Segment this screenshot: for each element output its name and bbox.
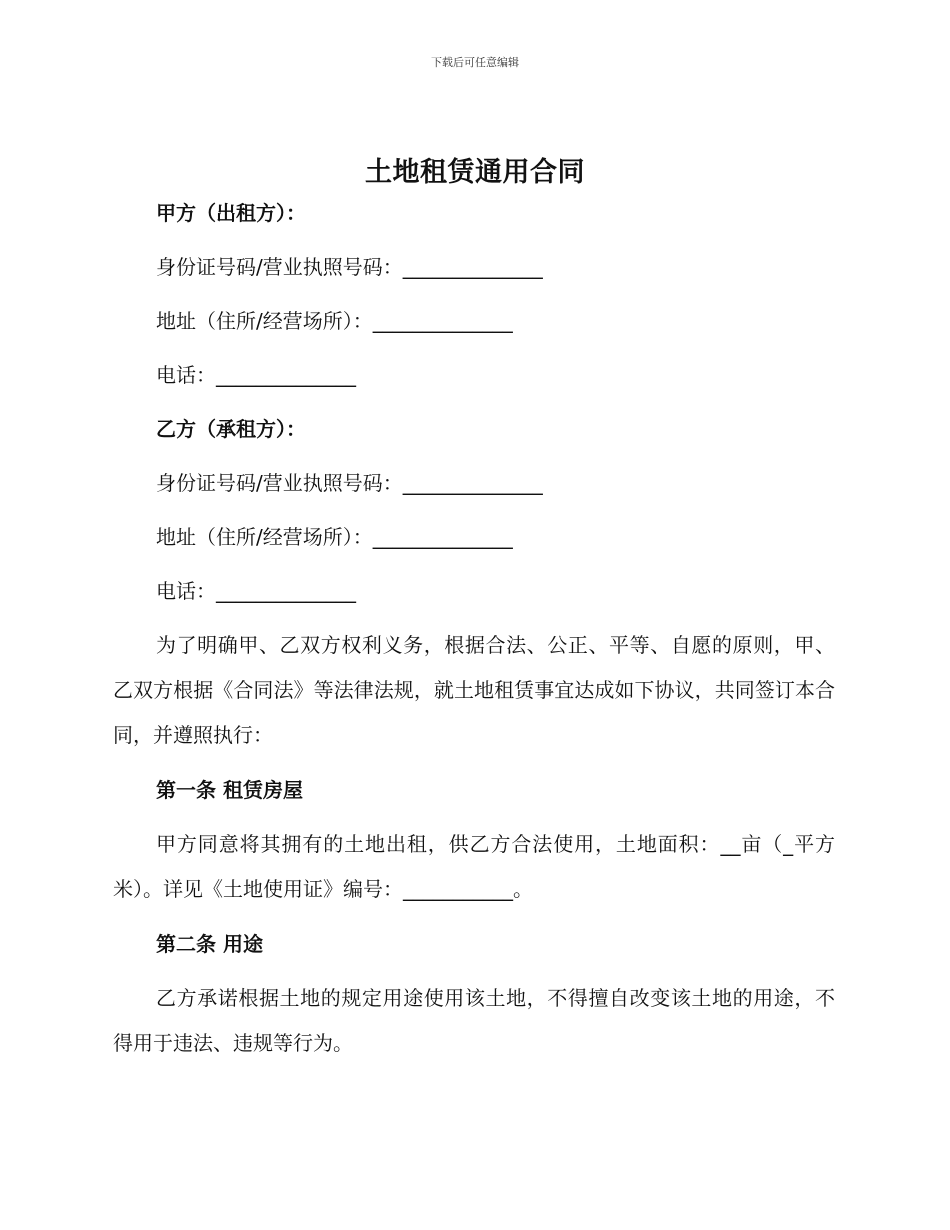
article2-heading: 第二条 用途 [156,932,263,956]
preamble-paragraph: 为了明确甲、乙双方权利义务，根据合法、公正、平等、自愿的原则，甲、乙双方根据《合同法》等法律法规，就土地租赁事宜达成如下协议，共同签订本合同，并遵照执行： [113,633,835,747]
article1-body: 甲方同意将其拥有的土地出租，供乙方合法使用，土地面积：__亩（_平方米）。详见《土地使用证》编号：___________。 [113,832,835,901]
party-a-heading: 甲方（出租方）： [156,201,306,225]
article2-body: 乙方承诺根据土地的规定用途使用该土地，不得擅自改变该土地的用途，不得用于违法、违规等行为。 [113,986,835,1055]
article1-heading: 第一条 租赁房屋 [156,778,303,802]
party-a-id-line: 身份证号码/营业执照号码：______________ [156,255,543,279]
party-b-id-line: 身份证号码/营业执照号码：______________ [156,471,543,495]
party-a-address-line: 地址（住所/经营场所）：______________ [156,309,513,333]
party-b-address-line: 地址（住所/经营场所）：______________ [156,525,513,549]
party-a-phone-line: 电话：______________ [156,363,356,387]
party-b-phone-line: 电话：______________ [156,579,356,603]
party-b-heading: 乙方（承租方）： [156,417,306,441]
document-title: 土地租赁通用合同 [365,157,585,188]
header-note: 下载后可任意编辑 [431,56,519,69]
